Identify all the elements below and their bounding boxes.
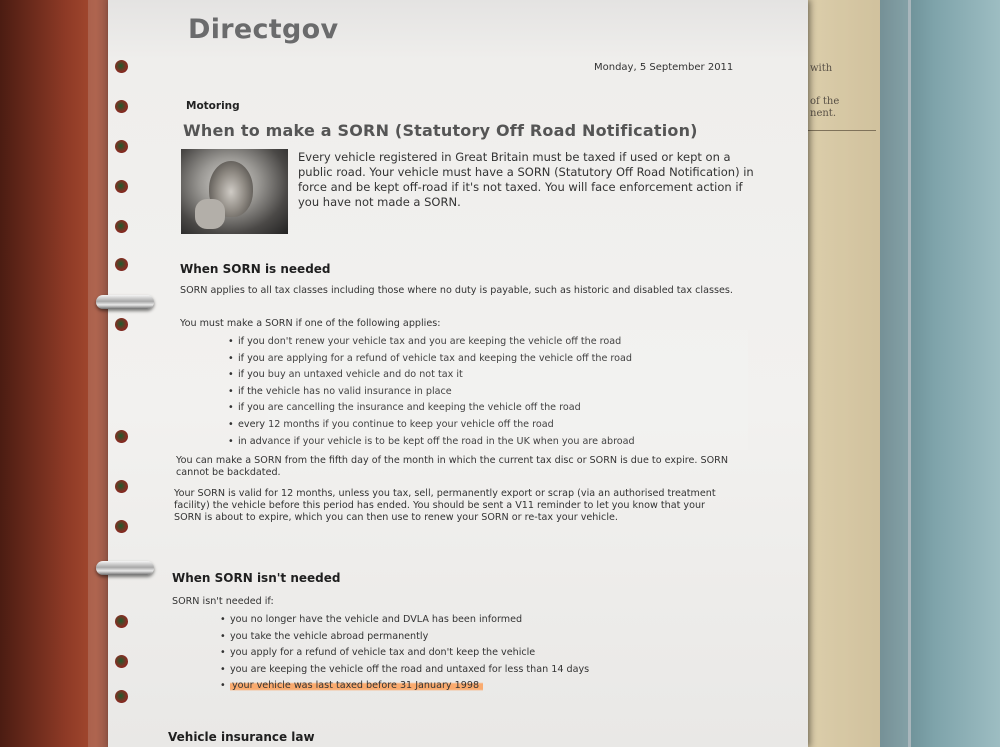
brand-logo: Directgov [188, 14, 339, 45]
background-snippet: of the [810, 96, 840, 107]
list-item: • if you are cancelling the insurance and keeping the vehicle off the road [228, 402, 581, 414]
list-item-text: you are keeping the vehicle off the road and untaxed for less than 14 days [230, 663, 590, 675]
punch-hole [115, 690, 128, 703]
list-item-text: if you don't renew your vehicle tax and you are keeping the vehicle off the road [238, 336, 622, 347]
heading-sorn-not-needed: When SORN isn't needed [172, 571, 341, 585]
punch-hole [115, 60, 128, 73]
punch-hole [115, 180, 128, 193]
punch-hole [115, 655, 128, 668]
binder-ring [96, 295, 154, 309]
printed-page [108, 0, 808, 747]
intro-paragraph: Every vehicle registered in Great Britain must be taxed if used or kept on a public road. Your vehicle must have a SORN (Statutory Off Road Notification) in force and be kept off-road if it's not taxed. You will face enforcement action if you have not made a SORN. [298, 150, 754, 209]
list-item-text: you apply for a refund of vehicle tax and don't keep the vehicle [230, 647, 536, 659]
heading-vehicle-insurance-law: Vehicle insurance law [168, 730, 315, 744]
punch-hole [115, 100, 128, 113]
background-snippet: with [810, 63, 833, 74]
list-item-text: if you are cancelling the insurance and keeping the vehicle off the road [238, 402, 581, 414]
paragraph: SORN applies to all tax classes including those where no duty is payable, such as historic and disabled tax classes. [180, 285, 733, 296]
photo-hand [195, 199, 225, 229]
section-label: Motoring [186, 100, 240, 112]
highlighter-mark: your vehicle was last taxed before 31 January 1998 [230, 680, 483, 691]
list-item: • if the vehicle has no valid insurance in place [228, 385, 452, 397]
list-item-text: you take the vehicle abroad permanently [230, 630, 429, 642]
punch-hole [115, 615, 128, 628]
punch-hole [115, 220, 128, 233]
list-item: • you take the vehicle abroad permanently [220, 630, 429, 642]
sorn-needed-list [228, 334, 635, 450]
list-item-text: every 12 months if you continue to keep your vehicle off the road [238, 418, 554, 430]
punch-hole [115, 520, 128, 533]
paragraph: You must make a SORN if one of the following applies: [180, 318, 441, 329]
punch-hole [115, 258, 128, 271]
page-title: When to make a SORN (Statutory Off Road Notification) [183, 121, 698, 140]
list-item-text: if the vehicle has no valid insurance in place [238, 385, 452, 397]
list-item: • if you are applying for a refund of vehicle tax and keeping the vehicle off the road [228, 352, 632, 364]
punch-hole [115, 480, 128, 493]
list-item: • if you don't renew your vehicle tax and you are keeping the vehicle off the road [228, 336, 622, 347]
list-item: • you are keeping the vehicle off the road and untaxed for less than 14 days [220, 663, 590, 675]
punch-hole [115, 318, 128, 331]
background-snippet: nent. [810, 108, 836, 119]
woman-thinking-photo [181, 149, 288, 234]
list-item-text: you no longer have the vehicle and DVLA has been informed [230, 614, 523, 625]
list-item-text: if you are applying for a refund of vehicle tax and keeping the vehicle off the road [238, 352, 632, 364]
list-item-text: in advance if your vehicle is to be kept off the road in the UK when you are abroad [238, 435, 635, 447]
list-item: • in advance if your vehicle is to be kept off the road in the UK when you are abroad [228, 435, 635, 447]
paragraph: You can make a SORN from the fifth day of the month in which the current tax disc or SORN is due to expire. SORN cannot be backdated. [176, 455, 728, 479]
paragraph: SORN isn't needed if: [172, 596, 274, 607]
binder-ring [96, 561, 154, 575]
print-date: Monday, 5 September 2011 [594, 62, 734, 73]
heading-sorn-needed: When SORN is needed [180, 262, 331, 276]
sorn-not-needed-list [220, 612, 589, 695]
list-item-highlighted: • your vehicle was last taxed before 31 January 1998 [220, 678, 589, 695]
list-item: • if you buy an untaxed vehicle and do not tax it [228, 369, 463, 381]
list-item: • you apply for a refund of vehicle tax and don't keep the vehicle [220, 647, 536, 659]
list-item: • every 12 months if you continue to keep your vehicle off the road [228, 418, 554, 430]
list-item-text: if you buy an untaxed vehicle and do not tax it [238, 369, 463, 381]
paragraph: Your SORN is valid for 12 months, unless you tax, sell, permanently export or scrap (via an authorised treatment facility) the vehicle before this period has ended. You should be sent a V11 reminder to let you know that your SORN is about to expire, which you can then use to renew your SORN or re-tax your vehicle. [174, 488, 716, 524]
list-item: • you no longer have the vehicle and DVLA has been informed [220, 614, 523, 625]
punch-hole [115, 140, 128, 153]
punch-hole [115, 430, 128, 443]
